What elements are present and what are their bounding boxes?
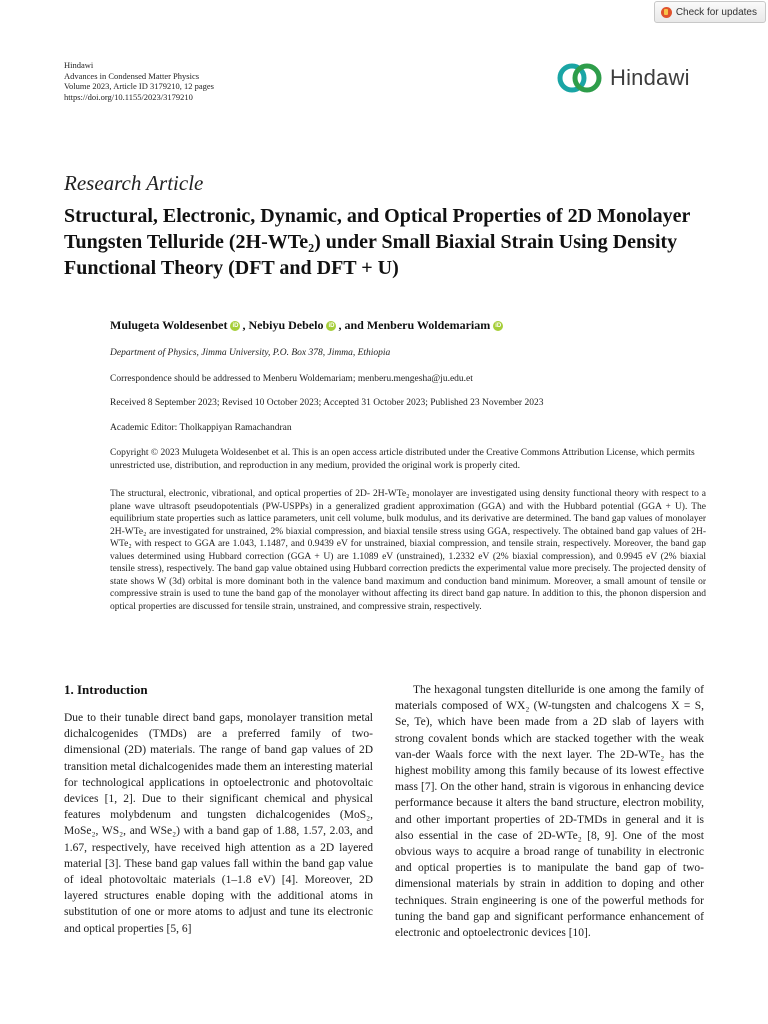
affiliation: Department of Physics, Jimma University, P.O. Box 378, Jimma, Ethiopia [110,348,391,358]
journal-name: Advances in Condensed Matter Physics [64,70,200,81]
author-separator: , and [338,318,367,332]
author-1[interactable]: Mulugeta Woldesenbet [110,318,228,332]
author-separator: , [242,318,249,332]
author-3[interactable]: Menberu Woldemariam [366,318,491,332]
article-dates: Received 8 September 2023; Revised 10 October 2023; Accepted 31 October 2023; Published 23 November 2023 [110,398,544,408]
orcid-icon[interactable]: iD [232,322,239,329]
section-heading: 1. Introduction [64,682,148,697]
orcid-icon[interactable]: iD [328,322,335,329]
hindawi-logo [556,61,690,95]
paragraph: The hexagonal tungsten ditelluride is one among the family of materials composed of WX₂ (W-tungsten and chalcogens X = S, Se, Te), which have been made from a 2D slab of layers with strong covalent bonds which are stacked together with the weak van-der Waals force with the next layer. The 2D-WTe₂ has the highest mobility among this family because of its lowest effective mass [7]. On the other hand, strain is vigorous in enhancing device performance because it alters the band structure, electron mobility, and other important properties of 2D-TMDs in general and it is also essential in the case of 2D-WTe₂ [8, 9]. One of the most obvious ways to acquire a broad range of tunability in electronic and optical properties is to manipulate the band gap of two-dimensional materials by strain in addition to doping and other techniques. Strain engineering is one of the powerful methods for tuning the band gap and significant performance enhancement of electronic and optoelectronic devices [10]. [395,684,704,940]
crossmark-icon [661,7,672,18]
academic-editor: Academic Editor: Tholkappiyan Ramachandran [110,423,292,433]
abstract: The structural, electronic, vibrational, and optical properties of 2D- 2H-WTe₂ monolayer are investigated using density functional theory with respect to a plane wave ultrasoft pseudopotentials (PW-USPPs) in a generalized gradient approximation (GGA) and with the Hubbard potential (GGA + U). The equilibrium state properties such as lattice parameters, unit cell volume, bulk modulus, and its derivative are determined. The band gap values of monolayer 2H-WTe₂ are investigated for unstrained, 2% biaxial compression, and biaxial tensile stress using GGA, respectively. The obtained band gap values of 2H-WTe₂ with respect to GGA are 1.043, 1.1487, and 0.9439 eV for unstrained, biaxial compression, and tensile strain, respectively. Moreover, the band gap values determined using Hubbard correction (GGA + U) are 1.1089 eV (unstrained), 1.2332 eV (2% biaxial compression), and 0.9945 eV (2% biaxial tensile stress), respectively. The band gap value obtained using Hubbard correction predicts the experimental value more precisely. The projected density of state shows W (3d) orbital is more dominant both in the valence band maximum and conduction band minimum. Moreover, a small amount of tensile or compressive strain is used to tune the band gap of the monolayer without affecting its direct band gap nature. In addition to this, the phonon dispersion and optical properties are discussed for tensile strain, unstrained, and compressive strain, respectively. [110,489,706,612]
hindawi-logo-icon [556,61,604,95]
paragraph: Due to their tunable direct band gaps, monolayer transition metal dichalcogenides (TMDs) are a preferred family of two-dimensional (2D) materials. The range of band gap values of 2D transition metal dichalcogenides made them an interesting material for technological applications in optoelectronic and photovoltaic devices [1, 2]. Due to their significant chemical and physical features molybdenum and tungsten dichalcogenides (MoS₂, MoSe₂, WS₂, and WSe₂) with a band gap of 1.88, 1.57, 2.03, and 1.67, respectively, have received high attention as a 2D layered material [3]. These band gap values fall within the band gap value of ideal photovoltaic materials (1–1.8 eV) [4]. Moreover, 2D layered structures enable doping with the additional atoms in substitution of one or more atoms to adjust and tune its electronic and optical properties [5, 6] [64,712,373,935]
check-for-updates-button[interactable] [654,1,766,23]
journal-doi[interactable]: https://doi.org/10.1155/2023/3179210 [64,91,193,102]
article-type: Research Article [64,171,204,195]
copyright-notice: Copyright © 2023 Mulugeta Woldesenbet et al. This is an open access article distributed under the Creative Commons Attribution License, which permits unrestricted use, distribution, and reproduction in any medium, provided the original work is properly cited. [110,448,695,471]
check-for-updates-label: Check for updates [675,6,757,18]
journal-info [64,60,214,102]
author-2[interactable]: Nebiyu Debelo [248,318,324,332]
journal-volume: Volume 2023, Article ID 3179210, 12 pages [64,81,214,91]
publisher: Hindawi [64,60,94,70]
orcid-icon[interactable]: iD [495,322,502,329]
hindawi-logo-text: Hindawi [610,65,690,90]
correspondence: Correspondence should be addressed to Menberu Woldemariam; menberu.mengesha@ju.edu.et [110,374,473,384]
author-list [110,318,505,333]
article-title: Structural, Electronic, Dynamic, and Optical Properties of 2D Monolayer Tungsten Telluride (2H-WTe₂) under Small Biaxial Strain Using Density Functional Theory (DFT and DFT + U) [64,205,691,279]
